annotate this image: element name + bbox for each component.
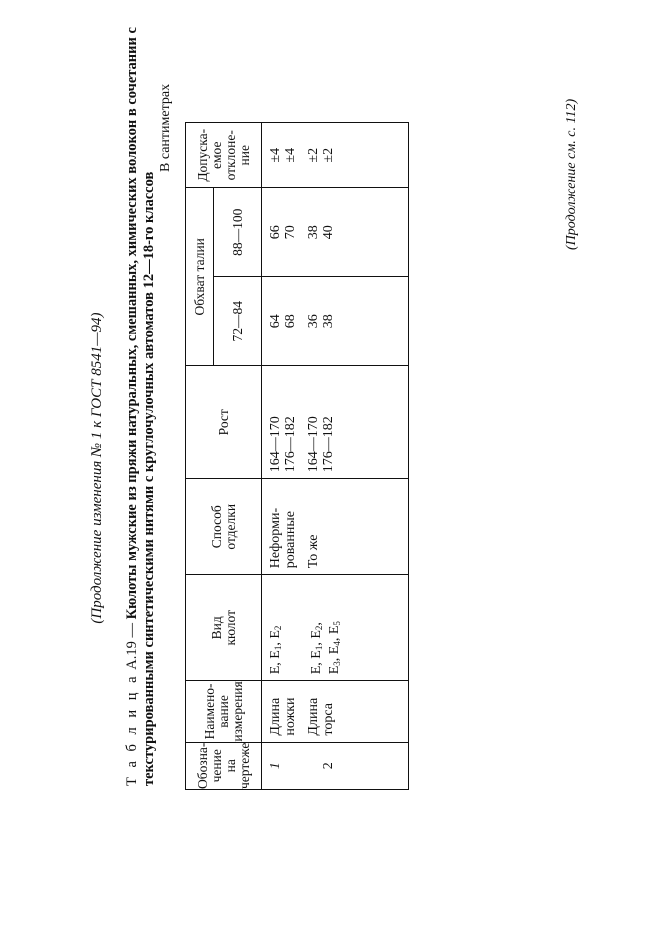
row1-finish-l2: рованные <box>283 511 298 569</box>
row2-waist-72-84-2: 38 <box>321 314 336 329</box>
row1-finish-l1: Неформи- <box>268 507 283 569</box>
table-caption <box>124 27 158 786</box>
caption-title-line-1: Кюлоты мужские из пряжи натуральных, смешанных, химических волокон в сочетании с <box>124 27 140 620</box>
continuation-note-bottom: (Продолжение см. с. 112) <box>564 98 579 250</box>
sizes-table <box>185 122 409 790</box>
row2-waist-88-100-2: 40 <box>321 225 336 240</box>
caption-title-line-2: текстурированными синтетическими нитями с круглочулочных автоматов 12—18-го классов <box>141 171 157 786</box>
row2-waist-72-84-1: 36 <box>306 314 321 329</box>
header-row-1 <box>186 123 214 790</box>
header-height: Рост <box>186 366 262 479</box>
row2-height-1: 164—170 <box>306 416 321 473</box>
caption-number: А.19 <box>124 641 140 670</box>
row1-measurement-l2: ножки <box>283 697 298 736</box>
header-measurement-l3: измерения <box>229 681 245 742</box>
cell-height <box>262 366 409 479</box>
caption-line-2 <box>141 27 158 786</box>
header-kind <box>186 575 262 681</box>
row1-measurement-l1: Длина <box>268 697 283 736</box>
header-designation <box>186 742 262 789</box>
caption-line-1 <box>124 27 141 786</box>
cell-waist-72-84 <box>262 277 409 366</box>
row2-height-2: 176—182 <box>321 416 336 473</box>
row2-designation: 2 <box>321 762 336 770</box>
header-tolerance-l4: ние <box>236 145 252 166</box>
header-measurement-l2: вание <box>215 695 231 728</box>
row1-tolerance-2: ±4 <box>283 147 298 163</box>
header-tolerance <box>186 123 262 188</box>
row1-waist-88-100-2: 70 <box>283 225 298 240</box>
header-waist-group: Обхват талии <box>186 188 214 366</box>
caption-dash: — <box>124 623 140 638</box>
cell-kind <box>262 575 409 681</box>
row1-waist-72-84-2: 68 <box>283 314 298 329</box>
row1-height-1: 164—170 <box>268 416 283 473</box>
header-finish <box>186 479 262 575</box>
header-finish-l1: Способ <box>208 505 224 549</box>
row2-measurement-l1: Длина <box>306 697 321 736</box>
header-tolerance-l3: отклоне- <box>222 130 238 181</box>
header-designation-l2: чение на <box>208 749 238 783</box>
header-finish-l2: отделки <box>222 503 238 550</box>
row2-kind-l1: Е, $Е_1$, $Е_2$, <box>309 622 324 675</box>
header-measurement-l1: Наимено- <box>201 683 217 740</box>
header-kind-l1: Вид <box>208 616 224 640</box>
header-designation-l3: чертеже <box>236 742 252 789</box>
unit-label: В сантиметрах <box>158 83 173 172</box>
cell-designation <box>262 742 409 789</box>
header-designation-l1: Обозна- <box>194 742 210 789</box>
row1-kind: Е, $Е_1$, $Е_2$ <box>268 625 283 675</box>
header-waist-88-100: 88—100 <box>214 188 262 277</box>
row2-tolerance-2: ±2 <box>321 147 336 163</box>
row2-waist-88-100-1: 38 <box>306 225 321 240</box>
row2-measurement-l2: торса <box>321 703 336 736</box>
cell-tolerance <box>262 123 409 188</box>
table-body-row <box>262 123 409 790</box>
header-kind-l2: кюлот <box>222 610 238 646</box>
header-tolerance-l1: Допуска- <box>194 128 210 182</box>
header-waist-72-84: 72—84 <box>214 277 262 366</box>
continuation-note-top: (Продолжение изменения № 1 к ГОСТ 8541—94) <box>89 312 105 624</box>
cell-waist-88-100 <box>262 188 409 277</box>
row2-kind-l2: $Е_3$, $Е_4$, $Е_5$ <box>327 621 342 675</box>
row1-designation: 1 <box>268 762 283 770</box>
header-tolerance-l2: емое <box>208 141 224 169</box>
row2-finish: То же <box>306 534 321 569</box>
caption-prefix: Т а б л и ц а <box>124 673 140 786</box>
header-measurement <box>186 681 262 742</box>
row1-tolerance-1: ±4 <box>268 147 283 163</box>
row1-waist-88-100-1: 66 <box>268 225 283 240</box>
cell-measurement <box>262 681 409 742</box>
row2-tolerance-1: ±2 <box>306 147 321 163</box>
row1-waist-72-84-1: 64 <box>268 314 283 329</box>
cell-finish <box>262 479 409 575</box>
row1-height-2: 176—182 <box>283 416 298 473</box>
